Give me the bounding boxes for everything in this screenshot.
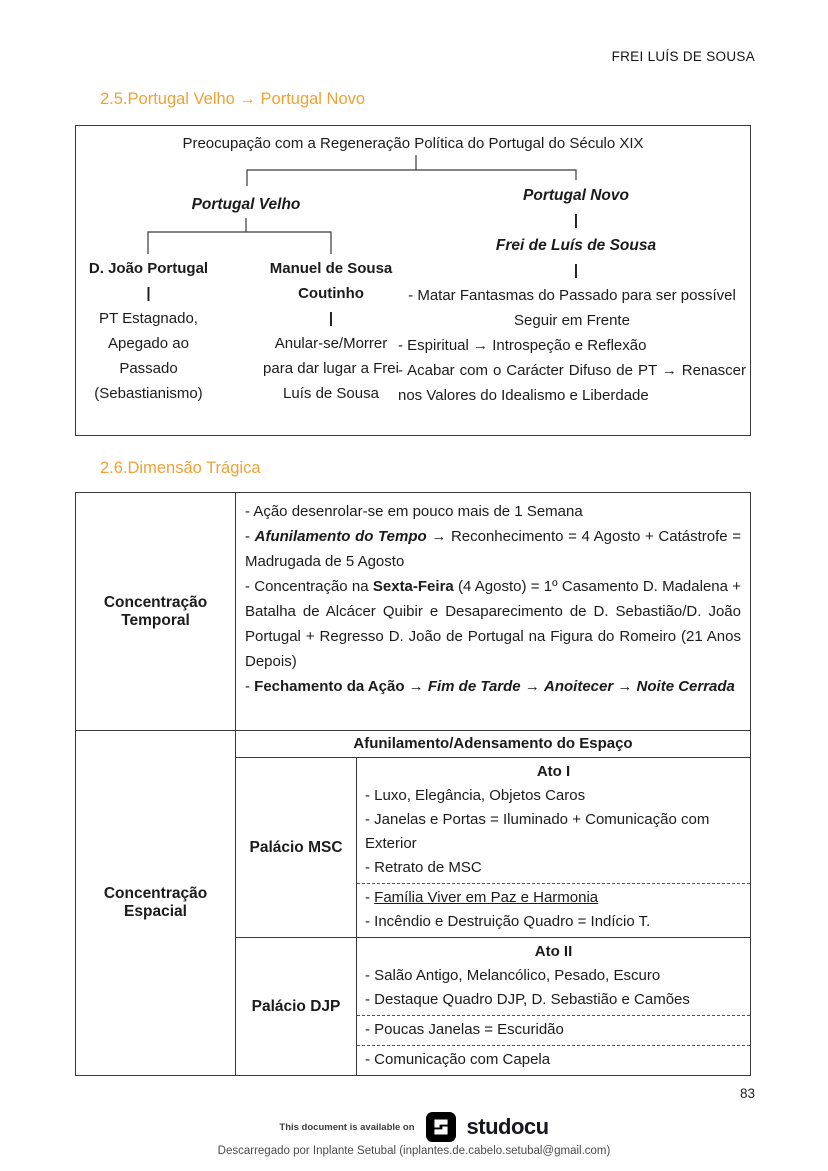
ato-2-subsection	[357, 1015, 750, 1045]
ato-2-item: - Salão Antigo, Melancólico, Pesado, Escuro	[365, 967, 661, 984]
connector-bar: |	[573, 262, 579, 279]
ato-1-item: - Incêndio e Destruição Quadro = Indício T.	[365, 913, 651, 930]
palacio-msc-content	[357, 758, 750, 937]
available-on-text: This document is available on	[279, 1121, 415, 1133]
temporal-paragraph-1: - Ação desenrolar-se em pouco mais de 1 Semana	[245, 503, 583, 520]
temporal-paragraph-4: - Fechamento da Ação → Fim de Tarde → Anoitecer → Noite Cerrada	[245, 678, 735, 695]
connector-bar: |	[328, 310, 334, 327]
ato-2-item: - Comunicação com Capela	[365, 1051, 551, 1068]
ato-1-item: - Janelas e Portas = Iluminado + Comunicação com Exterior	[365, 811, 710, 852]
frei-luis-sousa-label: Frei de Luís de Sousa	[495, 237, 657, 254]
temporal-paragraph-3: - Concentração na Sexta-Feira (4 Agosto) = 1º Casamento D. Madalena + Batalha de Alcácer Quibir e Desaparecimento de D. Sebastião/D. João Portugal + Regresso D. João de Portugal na Figura do Romeiro (21 Anos Depois)	[245, 578, 741, 670]
temporal-paragraph-2: - Afunilamento do Tempo → Reconhecimento = 4 Agosto + Catástrofe = Madrugada de 5 Agosto	[245, 528, 741, 570]
palacio-djp-row	[236, 938, 750, 1075]
diagram-title: Preocupação com a Regeneração Política do Portugal do Século XIX	[182, 135, 644, 152]
portugal-novo-label: Portugal Novo	[523, 187, 629, 204]
manuel-sousa-coutinho-branch	[251, 256, 411, 406]
palacio-djp-label: Palácio DJP	[236, 938, 357, 1075]
manuel-sousa-coutinho-description: Anular-se/Morrer para dar lugar a Frei Luís de Sousa	[263, 335, 399, 402]
section-2-6-heading: 2.6.Dimensão Trágica	[100, 459, 261, 477]
connector-bar: |	[146, 285, 151, 302]
page-number: 83	[739, 1086, 755, 1101]
page-header-title: FREI LUÍS DE SOUSA	[611, 49, 755, 64]
ato-1-title: Ato I	[536, 763, 571, 780]
concentracao-espacial-label: Concentração Espacial	[76, 731, 236, 1075]
concentracao-temporal-label: Concentração Temporal	[76, 493, 236, 730]
palacio-msc-label: Palácio MSC	[236, 758, 357, 937]
novo-point-1: - Matar Fantasmas do Passado para ser possível Seguir em Frente	[408, 287, 736, 329]
downloaded-by-text: Descarregado por Inplante Setubal (inplantes.de.cabelo.setubal@gmail.com)	[217, 1145, 611, 1157]
portugal-velho-label: Portugal Velho	[191, 196, 301, 213]
espacial-content-cell	[236, 731, 750, 1075]
section-2-5-heading: 2.5.Portugal Velho → Portugal Novo	[100, 90, 366, 108]
portugal-novo-points	[398, 283, 746, 408]
novo-point-3: - Acabar com o Carácter Difuso de PT → Renascer nos Valores do Idealismo e Liberdade	[398, 362, 746, 404]
studocu-logo-icon[interactable]	[426, 1112, 456, 1142]
palacio-msc-row	[236, 758, 750, 938]
connector-bar: |	[573, 212, 579, 229]
temporal-content-cell	[236, 493, 750, 730]
ato-2-item: - Destaque Quadro DJP, D. Sebastião e Camões	[365, 991, 690, 1008]
ato-2-title: Ato II	[534, 943, 573, 960]
d-joao-portugal-label: D. João Portugal	[88, 260, 209, 277]
studocu-footer	[0, 1112, 828, 1142]
dimensao-tragica-table	[75, 492, 751, 1076]
portugal-novo-branch	[466, 183, 686, 283]
portugal-velho-novo-diagram	[75, 125, 751, 436]
studocu-wordmark[interactable]: studocu	[466, 1114, 549, 1139]
ato-1-item: - Luxo, Elegância, Objetos Caros	[365, 787, 586, 804]
d-joao-portugal-description: PT Estagnado, Apegado ao Passado (Sebastianismo)	[94, 310, 203, 402]
table-row-temporal	[76, 493, 750, 731]
ato-1-item: - Família Viver em Paz e Harmonia	[365, 889, 599, 906]
d-joao-portugal-branch	[81, 256, 216, 406]
ato-1-subsection	[357, 883, 750, 937]
espaco-header: Afunilamento/Adensamento do Espaço	[236, 731, 750, 758]
ato-2-subsection	[357, 1045, 750, 1075]
ato-2-section	[357, 938, 750, 1015]
ato-2-item: - Poucas Janelas = Escuridão	[365, 1021, 564, 1038]
palacio-djp-content	[357, 938, 750, 1075]
novo-point-2: - Espiritual → Introspeção e Reflexão	[398, 337, 647, 354]
ato-1-item: - Retrato de MSC	[365, 859, 482, 876]
table-row-espacial	[76, 731, 750, 1075]
manuel-sousa-coutinho-label: Manuel de Sousa Coutinho	[269, 260, 393, 302]
ato-1-section	[357, 758, 750, 883]
